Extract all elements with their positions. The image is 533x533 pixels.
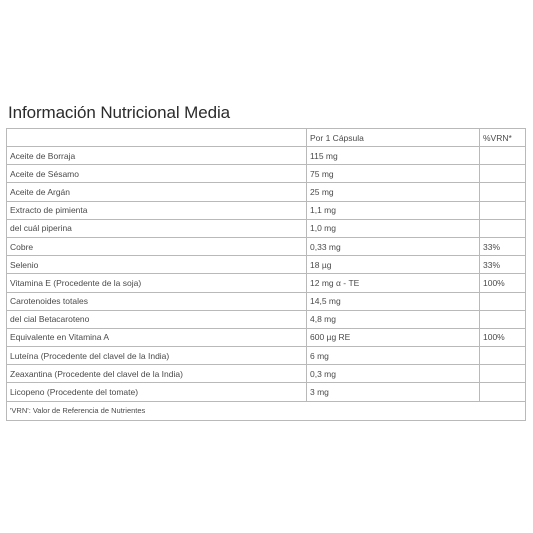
nutrient-name: del cial Betacaroteno bbox=[7, 310, 307, 328]
table-row bbox=[7, 347, 526, 365]
nutrient-amount: 1,1 mg bbox=[307, 201, 480, 219]
table-row bbox=[7, 310, 526, 328]
nutrient-name: Extracto de pimienta bbox=[7, 201, 307, 219]
nutrient-name: Cobre bbox=[7, 237, 307, 255]
nutrient-name: Aceite de Borraja bbox=[7, 147, 307, 165]
table-row bbox=[7, 183, 526, 201]
nutrient-amount: 75 mg bbox=[307, 165, 480, 183]
header-vrn: %VRN* bbox=[480, 129, 526, 147]
nutrient-amount: 18 µg bbox=[307, 256, 480, 274]
nutrient-name: Equivalente en Vitamina A bbox=[7, 328, 307, 346]
nutrient-vrn bbox=[480, 219, 526, 237]
nutrient-amount: 1,0 mg bbox=[307, 219, 480, 237]
nutrient-vrn bbox=[480, 365, 526, 383]
nutrient-amount: 600 µg RE bbox=[307, 328, 480, 346]
header-per-capsule: Por 1 Cápsula bbox=[307, 129, 480, 147]
table-row bbox=[7, 201, 526, 219]
table-header-row bbox=[7, 129, 526, 147]
nutrient-amount: 3 mg bbox=[307, 383, 480, 401]
nutrient-name: Zeaxantina (Procedente del clavel de la India) bbox=[7, 365, 307, 383]
nutrient-amount: 0,3 mg bbox=[307, 365, 480, 383]
footnote-row bbox=[7, 401, 526, 420]
page-title: Información Nutricional Media bbox=[8, 103, 230, 122]
nutrient-amount: 0,33 mg bbox=[307, 237, 480, 255]
nutrient-vrn: 100% bbox=[480, 328, 526, 346]
table-row bbox=[7, 256, 526, 274]
footnote: 'VRN': Valor de Referencia de Nutrientes bbox=[7, 401, 526, 420]
table-row bbox=[7, 383, 526, 401]
table-row bbox=[7, 274, 526, 292]
nutrient-vrn bbox=[480, 165, 526, 183]
table-row bbox=[7, 165, 526, 183]
nutrient-amount: 12 mg α - TE bbox=[307, 274, 480, 292]
table-row bbox=[7, 147, 526, 165]
nutrient-vrn: 100% bbox=[480, 274, 526, 292]
nutrient-vrn bbox=[480, 201, 526, 219]
nutrient-vrn bbox=[480, 183, 526, 201]
nutrient-name: Vitamina E (Procedente de la soja) bbox=[7, 274, 307, 292]
nutrient-vrn bbox=[480, 310, 526, 328]
nutrient-vrn: 33% bbox=[480, 256, 526, 274]
nutrient-vrn bbox=[480, 147, 526, 165]
nutrient-name: Licopeno (Procedente del tomate) bbox=[7, 383, 307, 401]
table-row bbox=[7, 237, 526, 255]
nutrient-name: Luteína (Procedente del clavel de la India) bbox=[7, 347, 307, 365]
nutrient-amount: 4,8 mg bbox=[307, 310, 480, 328]
table-row bbox=[7, 328, 526, 346]
table-row bbox=[7, 365, 526, 383]
nutrient-name: Aceite de Argán bbox=[7, 183, 307, 201]
header-nutrient bbox=[7, 129, 307, 147]
nutrient-amount: 6 mg bbox=[307, 347, 480, 365]
nutrition-table bbox=[6, 128, 526, 421]
table-row bbox=[7, 219, 526, 237]
nutrient-vrn bbox=[480, 347, 526, 365]
nutrient-amount: 14,5 mg bbox=[307, 292, 480, 310]
nutrient-vrn bbox=[480, 292, 526, 310]
nutrient-amount: 25 mg bbox=[307, 183, 480, 201]
nutrient-name: Selenio bbox=[7, 256, 307, 274]
nutrient-vrn bbox=[480, 383, 526, 401]
table-row bbox=[7, 292, 526, 310]
nutrient-vrn: 33% bbox=[480, 237, 526, 255]
nutrient-name: del cuál piperina bbox=[7, 219, 307, 237]
nutrient-name: Carotenoides totales bbox=[7, 292, 307, 310]
nutrient-name: Aceite de Sésamo bbox=[7, 165, 307, 183]
nutrient-amount: 115 mg bbox=[307, 147, 480, 165]
